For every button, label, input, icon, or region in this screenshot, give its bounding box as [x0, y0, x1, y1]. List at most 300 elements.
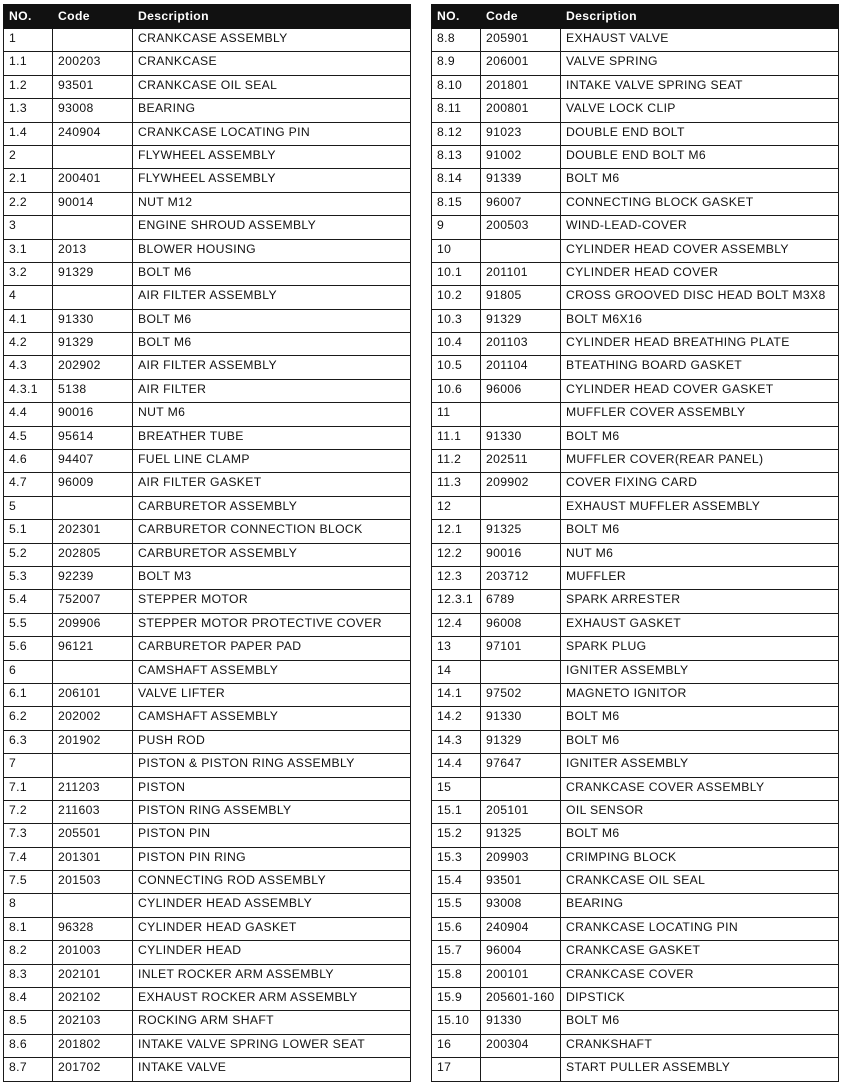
part-description-cell: CYLINDER HEAD COVER: [561, 262, 839, 285]
part-description-cell: BOLT M6: [561, 1011, 839, 1034]
table-row: [4, 145, 411, 168]
part-number-cell: 4.4: [4, 403, 53, 426]
part-description-cell: CYLINDER HEAD: [133, 941, 411, 964]
part-code-cell: [53, 754, 133, 777]
part-code-cell: 91339: [481, 169, 561, 192]
part-number-cell: 8.15: [432, 192, 481, 215]
part-code-cell: 96121: [53, 637, 133, 660]
part-number-cell: 8.5: [4, 1011, 53, 1034]
part-description-cell: CONNECTING BLOCK GASKET: [561, 192, 839, 215]
part-number-cell: 9: [432, 216, 481, 239]
part-code-cell: 97502: [481, 683, 561, 706]
part-code-cell: 202511: [481, 450, 561, 473]
part-description-cell: BEARING: [561, 894, 839, 917]
part-code-cell: 96008: [481, 613, 561, 636]
part-code-cell: 93008: [481, 894, 561, 917]
part-code-cell: 91805: [481, 286, 561, 309]
part-description-cell: PISTON PIN: [133, 824, 411, 847]
part-description-cell: CRANKCASE COVER ASSEMBLY: [561, 777, 839, 800]
part-code-cell: [53, 894, 133, 917]
table-row: [432, 52, 839, 75]
part-description-cell: CYLINDER HEAD BREATHING PLATE: [561, 333, 839, 356]
part-description-cell: PUSH ROD: [133, 730, 411, 753]
part-description-cell: PISTON: [133, 777, 411, 800]
part-number-cell: 5.2: [4, 543, 53, 566]
part-description-cell: BOLT M6: [133, 309, 411, 332]
part-description-cell: CONNECTING ROD ASSEMBLY: [133, 871, 411, 894]
table-row: [4, 660, 411, 683]
part-number-cell: 14.4: [432, 754, 481, 777]
part-description-cell: FLYWHEEL ASSEMBLY: [133, 145, 411, 168]
part-description-cell: BOLT M6: [561, 169, 839, 192]
table-row: [4, 917, 411, 940]
table-row: [4, 122, 411, 145]
part-number-cell: 5.4: [4, 590, 53, 613]
table-row: [432, 941, 839, 964]
header-code: Code: [53, 5, 133, 29]
part-code-cell: 90014: [53, 192, 133, 215]
part-description-cell: PISTON PIN RING: [133, 847, 411, 870]
part-description-cell: CAMSHAFT ASSEMBLY: [133, 707, 411, 730]
part-code-cell: 209903: [481, 847, 561, 870]
table-row: [4, 613, 411, 636]
part-description-cell: CARBURETOR CONNECTION BLOCK: [133, 520, 411, 543]
part-description-cell: MUFFLER COVER(REAR PANEL): [561, 450, 839, 473]
table-row: [4, 426, 411, 449]
table-row: [4, 29, 411, 52]
table-row: [4, 333, 411, 356]
table-row: [4, 964, 411, 987]
part-code-cell: 205601-160: [481, 988, 561, 1011]
table-row: [432, 356, 839, 379]
table-row: [4, 566, 411, 589]
part-number-cell: 12.3.1: [432, 590, 481, 613]
header-description: Description: [561, 5, 839, 29]
part-number-cell: 5.1: [4, 520, 53, 543]
table-row: [432, 169, 839, 192]
part-number-cell: 15.8: [432, 964, 481, 987]
part-description-cell: NUT M6: [133, 403, 411, 426]
table-row: [4, 777, 411, 800]
part-description-cell: CYLINDER HEAD COVER GASKET: [561, 379, 839, 402]
part-code-cell: 96009: [53, 473, 133, 496]
part-code-cell: 96004: [481, 941, 561, 964]
part-code-cell: [481, 660, 561, 683]
part-description-cell: VALVE LOCK CLIP: [561, 99, 839, 122]
table-row: [4, 543, 411, 566]
part-description-cell: OIL SENSOR: [561, 800, 839, 823]
part-code-cell: 96006: [481, 379, 561, 402]
table-row: [4, 683, 411, 706]
part-code-cell: [53, 145, 133, 168]
table-row: [4, 1011, 411, 1034]
table-row: [432, 800, 839, 823]
part-number-cell: 10: [432, 239, 481, 262]
part-code-cell: 200503: [481, 216, 561, 239]
table-row: [432, 75, 839, 98]
table-row: [432, 590, 839, 613]
part-code-cell: 91023: [481, 122, 561, 145]
part-description-cell: CRANKCASE OIL SEAL: [133, 75, 411, 98]
part-code-cell: 240904: [53, 122, 133, 145]
part-description-cell: BOLT M6: [561, 824, 839, 847]
part-number-cell: 8.3: [4, 964, 53, 987]
part-code-cell: 96007: [481, 192, 561, 215]
part-description-cell: BREATHER TUBE: [133, 426, 411, 449]
part-code-cell: 201103: [481, 333, 561, 356]
table-row: [4, 988, 411, 1011]
part-number-cell: 14.1: [432, 683, 481, 706]
part-number-cell: 1.2: [4, 75, 53, 98]
part-code-cell: 200304: [481, 1034, 561, 1057]
part-description-cell: STEPPER MOTOR PROTECTIVE COVER: [133, 613, 411, 636]
table-row: [4, 941, 411, 964]
header-code: Code: [481, 5, 561, 29]
part-description-cell: FLYWHEEL ASSEMBLY: [133, 169, 411, 192]
table-row: [432, 660, 839, 683]
table-row: [4, 99, 411, 122]
part-code-cell: [53, 29, 133, 52]
part-description-cell: BTEATHING BOARD GASKET: [561, 356, 839, 379]
part-code-cell: 202002: [53, 707, 133, 730]
part-number-cell: 10.2: [432, 286, 481, 309]
part-number-cell: 4.3.1: [4, 379, 53, 402]
part-code-cell: 90016: [53, 403, 133, 426]
part-number-cell: 5: [4, 496, 53, 519]
part-number-cell: 12: [432, 496, 481, 519]
part-number-cell: 6.3: [4, 730, 53, 753]
part-description-cell: BOLT M6: [133, 333, 411, 356]
part-code-cell: 200401: [53, 169, 133, 192]
parts-table-right-body: [432, 29, 839, 1082]
part-number-cell: 11.3: [432, 473, 481, 496]
table-row: [432, 192, 839, 215]
part-description-cell: COVER FIXING CARD: [561, 473, 839, 496]
part-code-cell: 93501: [481, 871, 561, 894]
part-number-cell: 11.2: [432, 450, 481, 473]
table-row: [432, 683, 839, 706]
table-row: [432, 29, 839, 52]
part-description-cell: STEPPER MOTOR: [133, 590, 411, 613]
part-description-cell: VALVE SPRING: [561, 52, 839, 75]
part-code-cell: 202103: [53, 1011, 133, 1034]
part-number-cell: 7.2: [4, 800, 53, 823]
part-code-cell: [481, 496, 561, 519]
part-description-cell: INTAKE VALVE: [133, 1058, 411, 1081]
table-row: [432, 894, 839, 917]
part-number-cell: 12.2: [432, 543, 481, 566]
part-number-cell: 3.1: [4, 239, 53, 262]
table-row: [432, 473, 839, 496]
part-description-cell: BLOWER HOUSING: [133, 239, 411, 262]
table-row: [4, 496, 411, 519]
table-row: [4, 824, 411, 847]
part-number-cell: 2.1: [4, 169, 53, 192]
part-description-cell: AIR FILTER: [133, 379, 411, 402]
part-code-cell: 93501: [53, 75, 133, 98]
part-code-cell: [53, 216, 133, 239]
table-row: [432, 917, 839, 940]
part-code-cell: 211203: [53, 777, 133, 800]
part-number-cell: 3.2: [4, 262, 53, 285]
part-number-cell: 15.6: [432, 917, 481, 940]
part-number-cell: 8.1: [4, 917, 53, 940]
table-row: [4, 707, 411, 730]
part-number-cell: 12.3: [432, 566, 481, 589]
part-code-cell: 93008: [53, 99, 133, 122]
part-number-cell: 15.2: [432, 824, 481, 847]
table-row: [432, 824, 839, 847]
part-description-cell: CRIMPING BLOCK: [561, 847, 839, 870]
table-row: [432, 871, 839, 894]
part-number-cell: 8.14: [432, 169, 481, 192]
part-description-cell: MUFFLER: [561, 566, 839, 589]
part-description-cell: IGNITER ASSEMBLY: [561, 754, 839, 777]
part-code-cell: 91329: [53, 333, 133, 356]
part-code-cell: 205501: [53, 824, 133, 847]
table-row: [432, 286, 839, 309]
table-row: [4, 262, 411, 285]
part-description-cell: PISTON RING ASSEMBLY: [133, 800, 411, 823]
part-number-cell: 10.5: [432, 356, 481, 379]
part-description-cell: ROCKING ARM SHAFT: [133, 1011, 411, 1034]
part-code-cell: [53, 660, 133, 683]
part-description-cell: CARBURETOR ASSEMBLY: [133, 496, 411, 519]
part-number-cell: 8.7: [4, 1058, 53, 1081]
part-description-cell: CYLINDER HEAD COVER ASSEMBLY: [561, 239, 839, 262]
table-row: [4, 590, 411, 613]
part-code-cell: 205901: [481, 29, 561, 52]
table-row: [432, 637, 839, 660]
part-number-cell: 11: [432, 403, 481, 426]
part-number-cell: 8.12: [432, 122, 481, 145]
table-row: [4, 309, 411, 332]
part-description-cell: EXHAUST ROCKER ARM ASSEMBLY: [133, 988, 411, 1011]
part-code-cell: [53, 286, 133, 309]
part-number-cell: 10.4: [432, 333, 481, 356]
part-code-cell: 91002: [481, 145, 561, 168]
part-description-cell: BOLT M6: [561, 707, 839, 730]
part-description-cell: WIND-LEAD-COVER: [561, 216, 839, 239]
part-number-cell: 12.4: [432, 613, 481, 636]
part-code-cell: 94407: [53, 450, 133, 473]
table-row: [4, 520, 411, 543]
table-header-row: [432, 5, 839, 29]
part-description-cell: CRANKCASE LOCATING PIN: [133, 122, 411, 145]
parts-table-right: [431, 4, 839, 1082]
table-row: [4, 730, 411, 753]
table-row: [432, 309, 839, 332]
part-code-cell: 2013: [53, 239, 133, 262]
part-number-cell: 7.4: [4, 847, 53, 870]
part-number-cell: 4.3: [4, 356, 53, 379]
table-row: [432, 543, 839, 566]
part-number-cell: 6.1: [4, 683, 53, 706]
part-number-cell: 15.5: [432, 894, 481, 917]
part-description-cell: SPARK ARRESTER: [561, 590, 839, 613]
part-code-cell: [481, 403, 561, 426]
part-description-cell: CARBURETOR PAPER PAD: [133, 637, 411, 660]
part-code-cell: 200801: [481, 99, 561, 122]
part-number-cell: 15.1: [432, 800, 481, 823]
part-code-cell: 201503: [53, 871, 133, 894]
part-description-cell: BOLT M6: [561, 730, 839, 753]
part-description-cell: BOLT M6: [561, 520, 839, 543]
table-row: [432, 333, 839, 356]
part-description-cell: NUT M6: [561, 543, 839, 566]
part-description-cell: CAMSHAFT ASSEMBLY: [133, 660, 411, 683]
part-number-cell: 14.2: [432, 707, 481, 730]
part-code-cell: 201802: [53, 1034, 133, 1057]
part-description-cell: BOLT M6: [561, 426, 839, 449]
part-description-cell: EXHAUST GASKET: [561, 613, 839, 636]
part-description-cell: INTAKE VALVE SPRING SEAT: [561, 75, 839, 98]
part-description-cell: IGNITER ASSEMBLY: [561, 660, 839, 683]
part-code-cell: 201003: [53, 941, 133, 964]
part-number-cell: 4.2: [4, 333, 53, 356]
part-description-cell: CRANKCASE OIL SEAL: [561, 871, 839, 894]
part-number-cell: 5.3: [4, 566, 53, 589]
table-row: [4, 1058, 411, 1081]
table-row: [4, 637, 411, 660]
part-description-cell: MAGNETO IGNITOR: [561, 683, 839, 706]
part-code-cell: 97647: [481, 754, 561, 777]
part-code-cell: 91330: [481, 707, 561, 730]
part-code-cell: 752007: [53, 590, 133, 613]
table-row: [4, 450, 411, 473]
part-description-cell: DOUBLE END BOLT M6: [561, 145, 839, 168]
part-number-cell: 8.9: [432, 52, 481, 75]
part-number-cell: 4.7: [4, 473, 53, 496]
part-code-cell: 201702: [53, 1058, 133, 1081]
part-number-cell: 8.8: [432, 29, 481, 52]
part-number-cell: 7.3: [4, 824, 53, 847]
part-number-cell: 3: [4, 216, 53, 239]
part-number-cell: 15.4: [432, 871, 481, 894]
part-description-cell: NUT M12: [133, 192, 411, 215]
part-number-cell: 7.1: [4, 777, 53, 800]
part-number-cell: 4.5: [4, 426, 53, 449]
part-code-cell: 211603: [53, 800, 133, 823]
part-number-cell: 15.10: [432, 1011, 481, 1034]
part-description-cell: CRANKSHAFT: [561, 1034, 839, 1057]
part-code-cell: 91329: [481, 730, 561, 753]
table-row: [4, 52, 411, 75]
part-code-cell: 97101: [481, 637, 561, 660]
part-description-cell: INLET ROCKER ARM ASSEMBLY: [133, 964, 411, 987]
part-number-cell: 5.5: [4, 613, 53, 636]
part-description-cell: CRANKCASE GASKET: [561, 941, 839, 964]
part-number-cell: 13: [432, 637, 481, 660]
part-code-cell: [481, 777, 561, 800]
part-number-cell: 15.9: [432, 988, 481, 1011]
table-row: [4, 871, 411, 894]
table-row: [432, 216, 839, 239]
table-row: [4, 75, 411, 98]
part-description-cell: BOLT M6: [133, 262, 411, 285]
table-row: [4, 1034, 411, 1057]
part-number-cell: 15.7: [432, 941, 481, 964]
part-number-cell: 1.3: [4, 99, 53, 122]
part-code-cell: 206101: [53, 683, 133, 706]
part-description-cell: EXHAUST MUFFLER ASSEMBLY: [561, 496, 839, 519]
part-number-cell: 8.2: [4, 941, 53, 964]
header-no: NO.: [432, 5, 481, 29]
table-row: [4, 239, 411, 262]
part-code-cell: 91329: [53, 262, 133, 285]
part-number-cell: 1: [4, 29, 53, 52]
part-code-cell: 91325: [481, 824, 561, 847]
part-code-cell: 202102: [53, 988, 133, 1011]
part-number-cell: 8.11: [432, 99, 481, 122]
part-number-cell: 8.10: [432, 75, 481, 98]
part-description-cell: BEARING: [133, 99, 411, 122]
part-number-cell: 4.6: [4, 450, 53, 473]
table-row: [432, 847, 839, 870]
table-row: [432, 1058, 839, 1081]
part-code-cell: 209906: [53, 613, 133, 636]
part-description-cell: DOUBLE END BOLT: [561, 122, 839, 145]
part-number-cell: 8.6: [4, 1034, 53, 1057]
part-code-cell: 201902: [53, 730, 133, 753]
table-row: [4, 847, 411, 870]
table-row: [432, 239, 839, 262]
part-number-cell: 14: [432, 660, 481, 683]
part-number-cell: 2.2: [4, 192, 53, 215]
table-row: [432, 122, 839, 145]
part-number-cell: 7: [4, 754, 53, 777]
table-row: [4, 169, 411, 192]
part-number-cell: 4.1: [4, 309, 53, 332]
table-row: [4, 216, 411, 239]
table-row: [432, 613, 839, 636]
table-row: [4, 403, 411, 426]
part-code-cell: 202805: [53, 543, 133, 566]
part-description-cell: EXHAUST VALVE: [561, 29, 839, 52]
part-code-cell: 201301: [53, 847, 133, 870]
part-number-cell: 4: [4, 286, 53, 309]
part-description-cell: CRANKCASE LOCATING PIN: [561, 917, 839, 940]
part-number-cell: 2: [4, 145, 53, 168]
part-number-cell: 14.3: [432, 730, 481, 753]
part-code-cell: 206001: [481, 52, 561, 75]
part-number-cell: 10.3: [432, 309, 481, 332]
part-description-cell: START PULLER ASSEMBLY: [561, 1058, 839, 1081]
part-description-cell: AIR FILTER ASSEMBLY: [133, 356, 411, 379]
part-code-cell: 202101: [53, 964, 133, 987]
part-description-cell: BOLT M6X16: [561, 309, 839, 332]
part-code-cell: 201104: [481, 356, 561, 379]
part-description-cell: DIPSTICK: [561, 988, 839, 1011]
part-code-cell: 6789: [481, 590, 561, 613]
part-description-cell: BOLT M3: [133, 566, 411, 589]
table-row: [432, 450, 839, 473]
table-row: [432, 988, 839, 1011]
part-description-cell: AIR FILTER ASSEMBLY: [133, 286, 411, 309]
part-description-cell: MUFFLER COVER ASSEMBLY: [561, 403, 839, 426]
part-code-cell: 92239: [53, 566, 133, 589]
table-row: [432, 262, 839, 285]
part-number-cell: 6.2: [4, 707, 53, 730]
table-row: [4, 473, 411, 496]
part-code-cell: [481, 239, 561, 262]
table-row: [4, 379, 411, 402]
table-row: [432, 1034, 839, 1057]
table-row: [432, 754, 839, 777]
part-number-cell: 12.1: [432, 520, 481, 543]
part-description-cell: VALVE LIFTER: [133, 683, 411, 706]
part-number-cell: 11.1: [432, 426, 481, 449]
